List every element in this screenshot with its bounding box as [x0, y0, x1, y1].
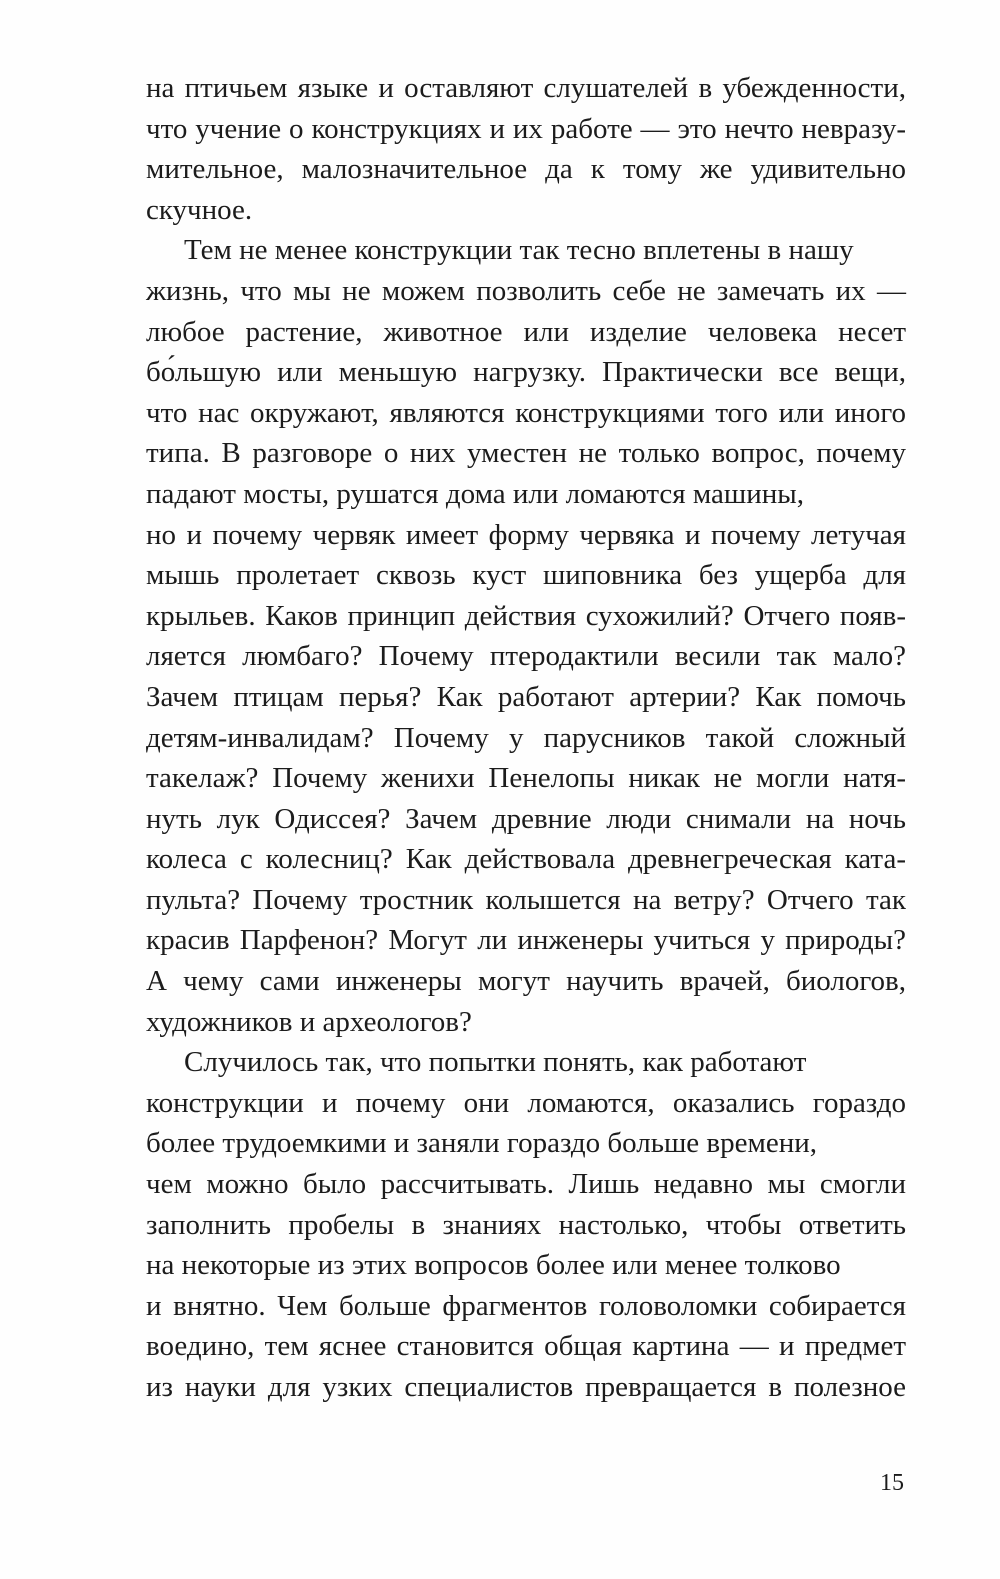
- text-line: пульта? Почему тростник колышется на ветру? Отчего так: [146, 883, 906, 916]
- text-line: Тем не менее конструкции так тесно вплетены в нашу: [184, 234, 854, 267]
- text-line: чем можно было рассчитывать. Лишь недавно мы смогли: [146, 1168, 906, 1201]
- text-line: А чему сами инженеры могут научить врачей, биологов,: [146, 965, 906, 998]
- text-line: художников и археологов?: [146, 1005, 472, 1038]
- text-line: падают мосты, рушатся дома или ломаются машины,: [146, 477, 804, 510]
- text-line: любое растение, животное или изделие человека несет: [146, 315, 906, 348]
- text-line: но и почему червяк имеет форму червяка и почему летучая: [146, 518, 906, 551]
- text-line: и внятно. Чем больше фрагментов головоломки собирается: [146, 1289, 906, 1322]
- text-line: мительное, малозначительное да к тому же удивительно: [146, 153, 906, 186]
- page-number: 15: [880, 1470, 904, 1496]
- text-line: более трудоемкими и заняли гораздо больше времени,: [146, 1127, 817, 1160]
- text-line: ляется люмбаго? Почему птеродактили весили так мало?: [146, 640, 906, 673]
- text-line: воедино, тем яснее становится общая картина — и предмет: [146, 1330, 906, 1363]
- text-line: что учение о конструкциях и их работе — это нечто невразу-: [146, 112, 906, 145]
- text-line: нуть лук Одиссея? Зачем древние люди снимали на ночь: [146, 802, 906, 835]
- text-line: конструкции и почему они ломаются, оказались гораздо: [146, 1086, 906, 1119]
- text-line: детям-инвалидам? Почему у парусников такой сложный: [146, 721, 906, 754]
- text-line: на некоторые из этих вопросов более или менее толково: [146, 1249, 841, 1282]
- text-line: типа. В разговоре о них уместен не только вопрос, почему: [146, 437, 906, 470]
- body-text: [146, 68, 906, 1408]
- text-line: мышь пролетает сквозь куст шиповника без ущерба для: [146, 559, 906, 592]
- text-line: заполнить пробелы в знаниях настолько, чтобы ответить: [146, 1208, 906, 1241]
- text-line: из науки для узких специалистов превращается в полезное: [146, 1371, 906, 1403]
- text-line: что нас окружают, являются конструкциями того или иного: [146, 396, 906, 429]
- text-line: Случилось так, что попытки понять, как работают: [184, 1046, 807, 1079]
- text-line: бо́льшую или меньшую нагрузку. Практически все вещи,: [146, 356, 906, 389]
- text-line: жизнь, что мы не можем позволить себе не замечать их —: [146, 274, 906, 307]
- text-line: на птичьем языке и оставляют слушателей в убежденности,: [146, 72, 906, 104]
- text-line: крыльев. Каков принцип действия сухожилий? Отчего появ-: [146, 599, 906, 632]
- text-line: красив Парфенон? Могут ли инженеры учиться у природы?: [146, 924, 906, 957]
- text-line: скучное.: [146, 193, 253, 226]
- text-line: колеса с колесниц? Как действовала древнегреческая ката-: [146, 843, 906, 876]
- text-line: Зачем птицам перья? Как работают артерии? Как помочь: [146, 680, 906, 713]
- text-line: такелаж? Почему женихи Пенелопы никак не могли натя-: [146, 762, 906, 795]
